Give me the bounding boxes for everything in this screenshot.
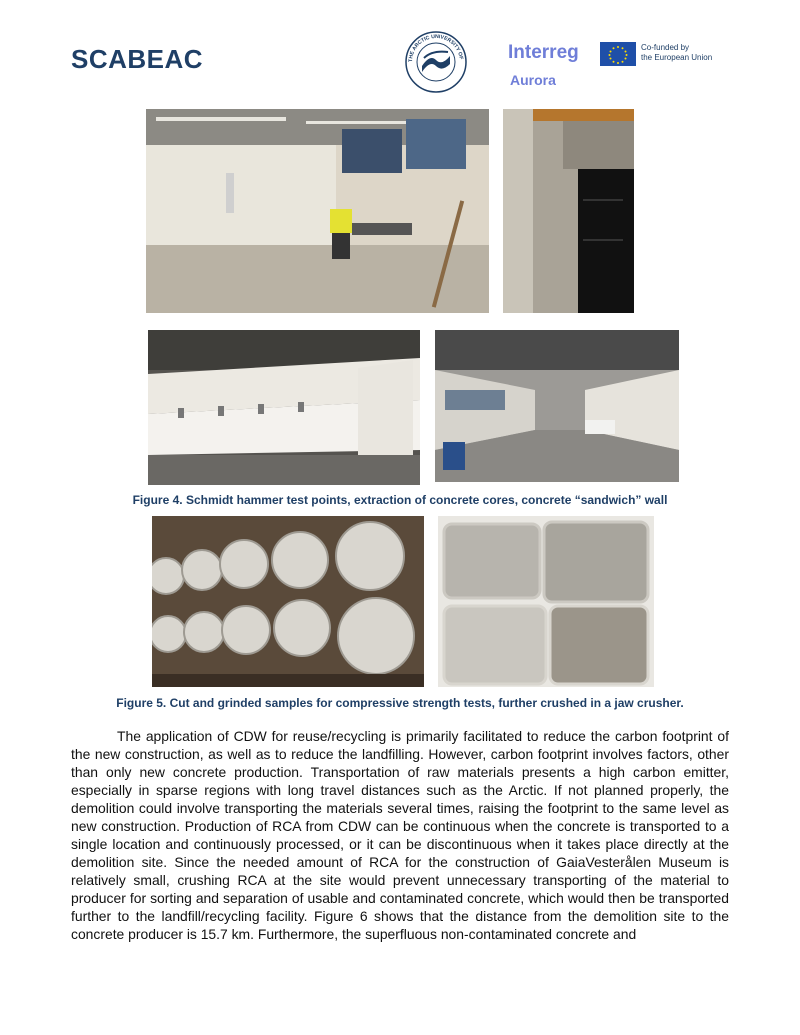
eu-line1: Co-funded by bbox=[641, 43, 690, 52]
eu-flag-icon bbox=[600, 42, 636, 66]
photo-concrete-core-samples bbox=[152, 516, 424, 687]
eu-cofunded-text bbox=[641, 43, 731, 63]
photo-sandwich-wall-hall bbox=[435, 330, 679, 482]
uit-logo bbox=[404, 30, 468, 94]
photo-concrete-core-extraction bbox=[503, 109, 634, 313]
interreg-region: Aurora bbox=[510, 72, 556, 88]
photo-concrete-wall-test-points bbox=[148, 330, 420, 485]
interreg-word: Interreg bbox=[508, 42, 579, 63]
header-title: SCABEAC bbox=[71, 44, 204, 74]
interreg-logo bbox=[508, 40, 728, 92]
photo-schmidt-hammer-test bbox=[146, 109, 489, 313]
eu-line2: the European Union bbox=[641, 53, 713, 62]
figure4-caption: Figure 4. Schmidt hammer test points, extraction of concrete cores, concrete “sandwich” wall bbox=[132, 493, 668, 507]
body-paragraph: The application of CDW for reuse/recycling is primarily facilitated to reduce the carbon footprint of the new construction, as well as to reduce the landfilling. However, carbon footprint involves factors, other than only new concrete production. Transportation of raw materials presents a high carbon emitter, especially in sparse regions with long travel distances such as the Arctic. If not planned properly, the demolition could involve transporting the materials several times, raising the footprint to the same level as new construction. Production of RCA from CDW can be continuous when the concrete is transported to a single location and continuously processed, or it can be discontinuous when it takes place directly at the demolition site. Since the needed amount of RCA for the construction of GaiaVesterålen Museum is relatively small, crushing RCA at the site would prevent unnecessary transporting of the material to producer for sorting and separation of usable and contaminated concrete, which would then be transported further to the landfill/recycling facility. Figure 6 shows that the distance from the demolition site to the concrete producer is 15.7 km. Furthermore, the superfluous non-contaminated concrete and bbox=[71, 728, 729, 942]
figure5-caption: Figure 5. Cut and grinded samples for compressive strength tests, further crushed in a jaw crusher. bbox=[116, 696, 684, 710]
uit-seal-text: THE ARCTIC UNIVERSITY OF bbox=[407, 33, 464, 63]
photo-crushed-aggregate-trays bbox=[438, 516, 654, 687]
